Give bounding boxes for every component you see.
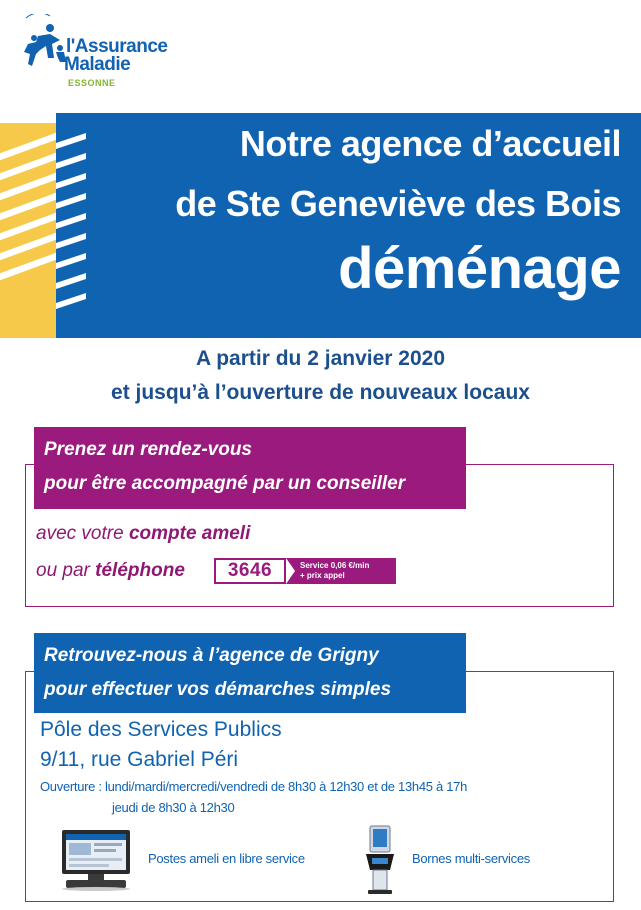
address-line1: Pôle des Services Publics bbox=[40, 718, 282, 741]
phone-price-line2: + prix appel bbox=[300, 571, 345, 580]
banner-title-line1: Notre agence d’accueil bbox=[239, 123, 621, 164]
phone-price-line1: Service 0,06 €/min bbox=[300, 561, 370, 570]
phone-price-tag bbox=[286, 558, 396, 584]
banner-title-line2: de Ste Geneviève des Bois bbox=[175, 183, 621, 224]
address-line2: 9/11, rue Gabriel Péri bbox=[40, 748, 239, 771]
yellow-stripes bbox=[0, 123, 56, 338]
self-service-computers-label: Postes ameli en libre service bbox=[148, 851, 305, 866]
ameli-account-line bbox=[36, 523, 250, 545]
agency-title-line2: pour effectuer vos démarches simples bbox=[44, 679, 392, 700]
opening-hours-line1: Ouverture : lundi/mardi/mercredi/vendredi de 8h30 à 12h30 et de 13h45 à 17h bbox=[40, 779, 468, 794]
logo-line1: l'Assurance bbox=[66, 36, 168, 57]
phone-line-prefix: ou par bbox=[36, 560, 96, 581]
ameli-line-prefix: avec votre bbox=[36, 523, 129, 544]
white-stripes-decoration bbox=[56, 113, 126, 338]
date-line1: A partir du 2 janvier 2020 bbox=[196, 347, 445, 370]
phone-tag-arrow bbox=[286, 558, 295, 584]
multi-service-kiosks-label: Bornes multi-services bbox=[412, 851, 530, 866]
date-line2: et jusqu’à l’ouverture de nouveaux locaux bbox=[111, 381, 530, 404]
phone-number: 3646 bbox=[214, 558, 286, 584]
banner-title-line3: déménage bbox=[338, 236, 621, 301]
logo-dept: ESSONNE bbox=[68, 78, 116, 88]
assurance-maladie-logo-icon bbox=[20, 14, 70, 70]
kiosk-icon bbox=[360, 824, 400, 896]
appointment-title-line1: Prenez un rendez-vous bbox=[44, 439, 252, 460]
title-banner bbox=[0, 113, 641, 338]
appointment-section-header bbox=[34, 427, 466, 509]
phone-line bbox=[36, 560, 185, 582]
appointment-title-line2: pour être accompagné par un conseiller bbox=[44, 473, 406, 494]
opening-hours-line2: jeudi de 8h30 à 12h30 bbox=[112, 800, 235, 815]
phone-line-bold: téléphone bbox=[95, 560, 185, 581]
assurance-maladie-logo bbox=[20, 14, 190, 94]
agency-title-line1: Retrouvez-nous à l’agence de Grigny bbox=[44, 645, 379, 666]
computer-icon bbox=[58, 828, 134, 892]
ameli-account-link: compte ameli bbox=[128, 523, 251, 544]
phone-number-badge bbox=[214, 558, 396, 584]
logo-line2: Maladie bbox=[64, 54, 131, 75]
blue-title-panel bbox=[56, 113, 641, 338]
agency-section-header bbox=[34, 633, 466, 713]
